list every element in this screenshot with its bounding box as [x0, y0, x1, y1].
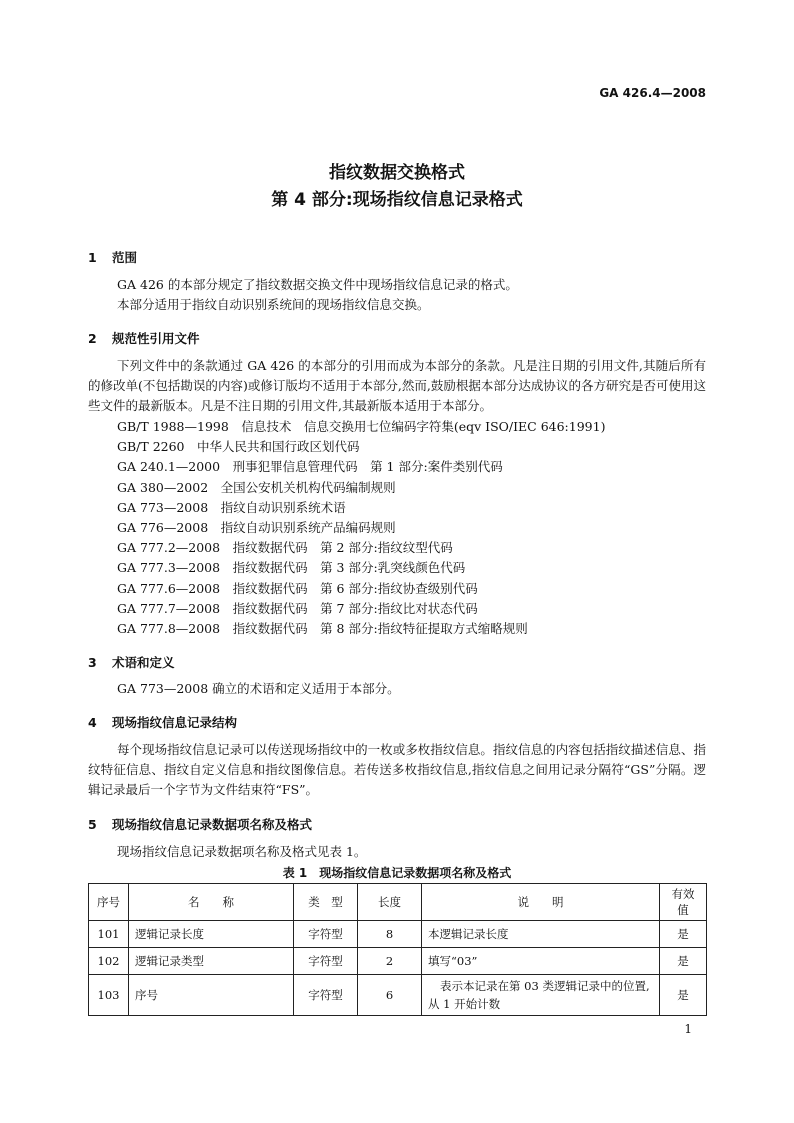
- table-caption: 表 1 现场指纹信息记录数据项名称及格式: [282, 866, 512, 880]
- section-title: 术语和定义: [112, 655, 175, 670]
- section-title: 现场指纹信息记录结构: [112, 715, 238, 730]
- cell-type: 字符型: [294, 975, 358, 1016]
- column-header-length: 长度: [358, 884, 422, 921]
- document-number: GA 426.4—2008: [599, 86, 706, 100]
- section-title: 规范性引用文件: [112, 331, 200, 346]
- section-number: 1: [88, 250, 97, 265]
- reference-item: GA 777.7—2008 指纹数据代码 第 7 部分:指纹比对状态代码: [117, 601, 478, 616]
- section-number: 5: [88, 817, 97, 832]
- column-header-name: 名 称: [129, 884, 294, 921]
- reference-item: GA 380—2002 全国公安机关机构代码编制规则: [117, 480, 396, 495]
- cell-name: 逻辑记录长度: [129, 921, 294, 948]
- section-heading-1: [88, 248, 137, 266]
- data-item-table: [88, 883, 707, 1016]
- column-header-valid: 有效值: [660, 884, 707, 921]
- reference-item: GA 777.3—2008 指纹数据代码 第 3 部分:乳突线颜色代码: [117, 560, 466, 575]
- cell-length: 2: [358, 948, 422, 975]
- cell-name: 逻辑记录类型: [129, 948, 294, 975]
- reference-item: GA 777.6—2008 指纹数据代码 第 6 部分:指纹协查级别代码: [117, 581, 478, 596]
- cell-valid: 是: [660, 975, 707, 1016]
- cell-seq: 101: [89, 921, 129, 948]
- paragraph: 下列文件中的条款通过 GA 426 的本部分的引用而成为本部分的条款。凡是注日期的引用文件,其随后所有的修改单(不包括勘误的内容)或修订版均不适用于本部分,然而,鼓励根据本部分达成协议的各方研究是否可使用这些文件的最新版本。凡是不注日期的引用文件,其最新版本适用于本部分。: [88, 358, 706, 413]
- section-number: 4: [88, 715, 97, 730]
- cell-type: 字符型: [294, 948, 358, 975]
- cell-seq: 102: [89, 948, 129, 975]
- reference-item: GA 777.8—2008 指纹数据代码 第 8 部分:指纹特征提取方式缩略规则: [117, 621, 528, 636]
- cell-valid: 是: [660, 921, 707, 948]
- cell-desc: 表示本记录在第 03 类逻辑记录中的位置,从 1 开始计数: [422, 975, 660, 1016]
- paragraph: GA 426 的本部分规定了指纹数据交换文件中现场指纹信息记录的格式。: [117, 277, 518, 292]
- reference-item: GB/T 2260 中华人民共和国行政区划代码: [117, 439, 360, 454]
- cell-valid: 是: [660, 948, 707, 975]
- cell-length: 8: [358, 921, 422, 948]
- section-heading-5: [88, 815, 312, 833]
- paragraph: 每个现场指纹信息记录可以传送现场指纹中的一枚或多枚指纹信息。指纹信息的内容包括指纹描述信息、指纹特征信息、指纹自定义信息和指纹图像信息。若传送多枚指纹信息,指纹信息之间用记录分隔符“GS”分隔。逻辑记录最后一个字节为文件结束符“FS”。: [88, 742, 706, 797]
- section-title: 现场指纹信息记录数据项名称及格式: [112, 817, 313, 832]
- table-row: [89, 948, 707, 975]
- table-row: [89, 921, 707, 948]
- cell-length: 6: [358, 975, 422, 1016]
- section-heading-2: [88, 329, 200, 347]
- page-number: 1: [684, 1022, 692, 1036]
- document-subtitle: 第 4 部分:现场指纹信息记录格式: [271, 190, 523, 210]
- cell-seq: 103: [89, 975, 129, 1016]
- table-header-row: [89, 884, 707, 921]
- section-title: 范围: [112, 250, 138, 265]
- paragraph: 现场指纹信息记录数据项名称及格式见表 1。: [117, 844, 367, 859]
- reference-item: GA 240.1—2000 刑事犯罪信息管理代码 第 1 部分:案件类别代码: [117, 459, 503, 474]
- table-row: [89, 975, 707, 1016]
- column-header-type: 类 型: [294, 884, 358, 921]
- section-heading-3: [88, 653, 175, 671]
- cell-name: 序号: [129, 975, 294, 1016]
- paragraph: GA 773—2008 确立的术语和定义适用于本部分。: [117, 681, 400, 696]
- section-number: 2: [88, 331, 97, 346]
- column-header-seq: 序号: [89, 884, 129, 921]
- document-title: 指纹数据交换格式: [329, 163, 465, 183]
- cell-desc: 填写“03”: [422, 948, 660, 975]
- reference-item: GA 776—2008 指纹自动识别系统产品编码规则: [117, 520, 396, 535]
- section-heading-4: [88, 713, 237, 731]
- column-header-desc: 说 明: [422, 884, 660, 921]
- paragraph: 本部分适用于指纹自动识别系统间的现场指纹信息交换。: [117, 297, 430, 312]
- reference-item: GA 777.2—2008 指纹数据代码 第 2 部分:指纹纹型代码: [117, 540, 453, 555]
- section-number: 3: [88, 655, 97, 670]
- cell-type: 字符型: [294, 921, 358, 948]
- reference-item: GB/T 1988—1998 信息技术 信息交换用七位编码字符集(eqv ISO/IEC 646:1991): [117, 419, 606, 434]
- cell-desc: 本逻辑记录长度: [422, 921, 660, 948]
- reference-item: GA 773—2008 指纹自动识别系统术语: [117, 500, 346, 515]
